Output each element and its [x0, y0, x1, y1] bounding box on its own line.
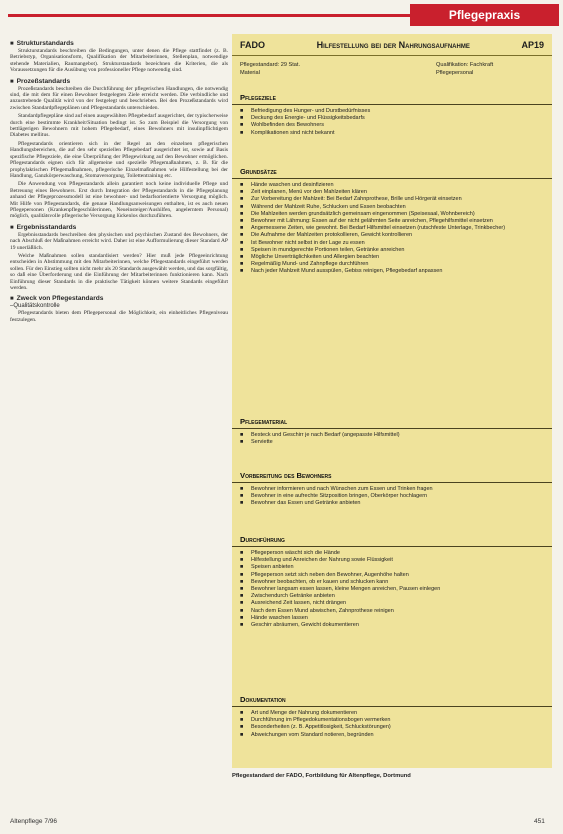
- list-item: ■ Besonderheiten (z. B. Appetitlosigkeit, Schluckstörungen): [240, 724, 546, 731]
- item-list: [232, 108, 552, 137]
- paragraph: Ergebnisstandards beschreiben den physischen und psychischen Zustand des Bewohners, der nach Abschluß der Maßnahmen erreicht wird. Daher ist eine Aufformulierung dieser Standard AP 19 unerläßlich.: [10, 231, 228, 251]
- subheading-qualitaetskontrolle: – Qualitätskontrolle: [10, 303, 228, 310]
- paragraph: Standardpflegepläne sind auf einen ausgewählten Pflegebedarf ausgerichtet, der typischerweise durch eine bestimmte Krankheit/Situation bedingt ist. So zum Beispiel die Versorgung von bettlägerigen Bewohnern mit hohem Pflegebedarf, eines Bewohners mit insulinpflichtigem Diabetes mellitus.: [10, 113, 228, 139]
- list-item: ■ Hände waschen lassen: [240, 615, 546, 622]
- paragraph: Welche Maßnahmen sollen standardisiert werden? Hier muß jede Pflegeeinrichtung entscheiden in Abstimmung mit den Mitarbeiterinnen, welche Pflegestandards eingeführt werden sollen. Für den Einstieg sollten nicht mehr als 20 Standards ausgewählt werden, und das sorgfältig, so daß eine Überforderung und die Einführung der Mitarbeiterinnen funktionieren kann. Nach Einführung dieser Standards in die praktische Tätigkeit können weitere Standards eingeführt werden.: [10, 252, 228, 291]
- list-item: ■ Speisen in mundgerechte Portionen teilen, Getränke anreichen: [240, 247, 546, 254]
- list-item: ■ Bewohner informieren und nach Wünschen zum Essen und Trinken fragen: [240, 486, 546, 493]
- list-item: ■ Pflegeperson setzt sich neben den Bewohner, Augenhöhe halten: [240, 572, 546, 579]
- item-list: [232, 550, 552, 629]
- box-code: FADO: [240, 39, 266, 50]
- list-item: ■ Die Mahlzeiten werden grundsätzlich gemeinsam eingenommen (Speisesaal, Wohnbereich): [240, 211, 546, 218]
- list-item: ■ Wohlbefinden des Bewohners: [240, 122, 546, 129]
- paragraph: Die Anwendung von Pflegestandards allein garantiert noch keine individuelle Pflege und Betreuung eines Bewohners. Erst durch Integration der Pflegestandards in die Pflegeplanung anhand der Pflegeprozessmodell ist eine bewohner- und bedarfsorientierte Versorgung möglich. Mit Hilfe von Pflegestandards, die genaue Handlungsanweisungen enthalten, ist es auch neuen Pflegepersonen (Krankenpflegeschülerinnen, Neueinsteiger/Aushilfen, angelerntem Personal) möglich, qualitätsvolle pflegerische Versorgung lückenlos durchzuführen.: [10, 181, 228, 220]
- box-caption: Pflegestandard der FADO, Fortbildung für Altenpflege, Dortmund: [232, 773, 411, 779]
- section-title: Pflegematerial: [232, 416, 552, 429]
- section-vorbereitung: [232, 470, 552, 508]
- section-durchfuehrung: [232, 534, 552, 629]
- list-item: ■ Speisen anbieten: [240, 564, 546, 571]
- meta-left-1: Pflegestandard: 29 Stat.: [240, 62, 301, 68]
- section-title: Dokumentation: [232, 694, 552, 707]
- list-item: ■ Serviette: [240, 439, 546, 446]
- list-item: ■ Geschirr abräumen, Gewicht dokumentieren: [240, 622, 546, 629]
- list-item: ■ Befriedigung des Hunger- und Durstbedürfnisses: [240, 108, 546, 115]
- meta-left-2: Material: [240, 70, 260, 76]
- meta-right-2: Pflegepersonal: [436, 70, 474, 76]
- list-item: ■ Angemessene Zeiten, wie gewohnt. Bei Bedarf Hilfsmittel einsetzen (rutschfeste Unterlage, Trinkbecher): [240, 225, 546, 232]
- header-rule: [8, 14, 412, 17]
- section-title: Durchführung: [232, 534, 552, 547]
- box-header: [232, 34, 552, 56]
- section-dokumentation: [232, 694, 552, 739]
- standard-box: [232, 34, 552, 768]
- page-number: 451: [534, 818, 545, 825]
- list-item: ■ Pflegeperson wäscht sich die Hände: [240, 550, 546, 557]
- list-item: ■ Bewohner in eine aufrechte Sitzposition bringen, Oberkörper hochlagern: [240, 493, 546, 500]
- heading-ergebnisstandards: ■ Ergebnisstandards: [10, 224, 228, 232]
- list-item: ■ Besteck und Geschirr je nach Bedarf (angepasste Hilfsmittel): [240, 432, 546, 439]
- item-list: [232, 710, 552, 739]
- list-item: ■ Die Aufnahme der Mahlzeiten protokollieren, Gewicht kontrollieren: [240, 232, 546, 239]
- list-item: ■ Zwischendurch Getränke anbieten: [240, 593, 546, 600]
- list-item: ■ Zeit einplanen, Menü vor den Mahlzeiten klären: [240, 189, 546, 196]
- list-item: ■ Deckung des Energie- und Flüssigkeitsbedarfs: [240, 115, 546, 122]
- list-item: ■ Bewohner langsam essen lassen, kleine Mengen anreichen, Pausen einlegen: [240, 586, 546, 593]
- heading-prozessstandards: ■ Prozeßstandards: [10, 78, 228, 86]
- paragraph: Pflegestandards orientieren sich in der Regel an den einzelnen pflegerischen Handlungsbereichen, die auf den sehr speziellen Pflegebedarf ausgerichtet ist, sowie auf Basis spezifische Pflegeziele, die eine Überprüfung der Pflegewirkung auf den Bewohner ermöglichen. Pflegestandards eignen sich für allgemeine und spezielle Pflegemaßnahmen, z. B. für die prophylaktischen Pflegemaßnahmen, pflegerische Einzelmaßnahmen wie Hilfestellung bei der Handlung, Ganzkörperwaschung, Stomaversorgung, Toilettentraining etc.: [10, 140, 228, 179]
- list-item: ■ Durchführung im Pflegedokumentationsbogen vermerken: [240, 717, 546, 724]
- section-title: Grundsätze: [232, 166, 552, 179]
- list-item: ■ Zur Vorbereitung der Mahlzeit: Bei Bedarf Zahnprothese, Brille und Hörgerät einsetzen: [240, 196, 546, 203]
- paragraph: Prozeßstandards beschreiben die Durchführung der pflegerischen Handlungen, die notwendig sind, die mit dem für einen Bewohner festgelegten Ziele erreicht werden. Die verbindliche und anzustrebende Qualität wird von der festgelegt und beschrieben. Bei den Prozeßstandards wird zwischen Standardpflegeplänen und Pflegestandards unterschieden.: [10, 85, 228, 111]
- paragraph: Strukturstandards beschreiben die Bedingungen, unter denen die Pflege stattfindet (z. B. Betriebstyp, Organisationsform, Qualifikation der Mitarbeiterinnen, Stellenplan, notwendige stehende Materialien, Raumangebot). Strukturstandards bezeichnen die Kriterien, die als Voraussetzungen für die Ausübung von professioneller Pflege notwendig sind.: [10, 48, 228, 74]
- left-column: [10, 36, 228, 325]
- list-item: ■ Mögliche Unverträglichkeiten und Allergien beachten: [240, 254, 546, 261]
- item-list: [232, 182, 552, 276]
- paragraph: Pflegestandards bieten dem Pflegepersonal die Möglichkeit, ein einheitliches Pflegeniveau festzulegen.: [10, 310, 228, 323]
- section-pflegeziele: [232, 92, 552, 137]
- box-title: Hilfestellung bei der Nahrungsaufnahme: [316, 39, 470, 50]
- list-item: ■ Komplikationen sind nicht bekannt: [240, 130, 546, 137]
- list-item: ■ Während der Mahlzeit Ruhe, Schlucken und Essen beobachten: [240, 204, 546, 211]
- list-item: ■ Regelmäßig Mund- und Zahnpflege durchführen: [240, 261, 546, 268]
- list-item: ■ Hilfestellung und Anreichen der Nahrung sowie Flüssigkeit: [240, 557, 546, 564]
- list-item: ■ Bewohner mit Lähmung: Essen auf der nicht gelähmten Seite anreichen, Pflegehilfsmittel einsetzen: [240, 218, 546, 225]
- list-item: ■ Hände waschen und desinfizieren: [240, 182, 546, 189]
- section-title: Pflegeziele: [232, 92, 552, 105]
- list-item: ■ Bewohner das Essen und Getränke anbieten: [240, 500, 546, 507]
- list-item: ■ Abweichungen vom Standard notieren, begründen: [240, 732, 546, 739]
- list-item: ■ Bewohner beobachten, ob er kauen und schlucken kann: [240, 579, 546, 586]
- item-list: [232, 486, 552, 508]
- section-tag: Pflegepraxis: [410, 4, 559, 26]
- list-item: ■ Ausreichend Zeit lassen, nicht drängen: [240, 600, 546, 607]
- list-item: ■ Nach jeder Mahlzeit Mund ausspülen, Gebiss reinigen, Pflegebedarf anpassen: [240, 268, 546, 275]
- meta-right-1: Qualifikation: Fachkraft: [436, 62, 494, 68]
- list-item: ■ Art und Menge der Nahrung dokumentieren: [240, 710, 546, 717]
- section-pflegematerial: [232, 416, 552, 446]
- heading-strukturstandards: ■ Strukturstandards: [10, 40, 228, 48]
- section-title: Vorbereitung des Bewohners: [232, 470, 552, 483]
- list-item: ■ Ist Bewohner nicht selbst in der Lage zu essen: [240, 240, 546, 247]
- footer-issue: Altenpflege 7/96: [10, 818, 57, 825]
- list-item: ■ Nach dem Essen Mund abwischen, Zahnprothese reinigen: [240, 608, 546, 615]
- box-number: AP19: [521, 39, 544, 50]
- item-list: [232, 432, 552, 446]
- section-grundsaetze: [232, 166, 552, 276]
- heading-zweck: ■ Zweck von Pflegestandards: [10, 295, 228, 303]
